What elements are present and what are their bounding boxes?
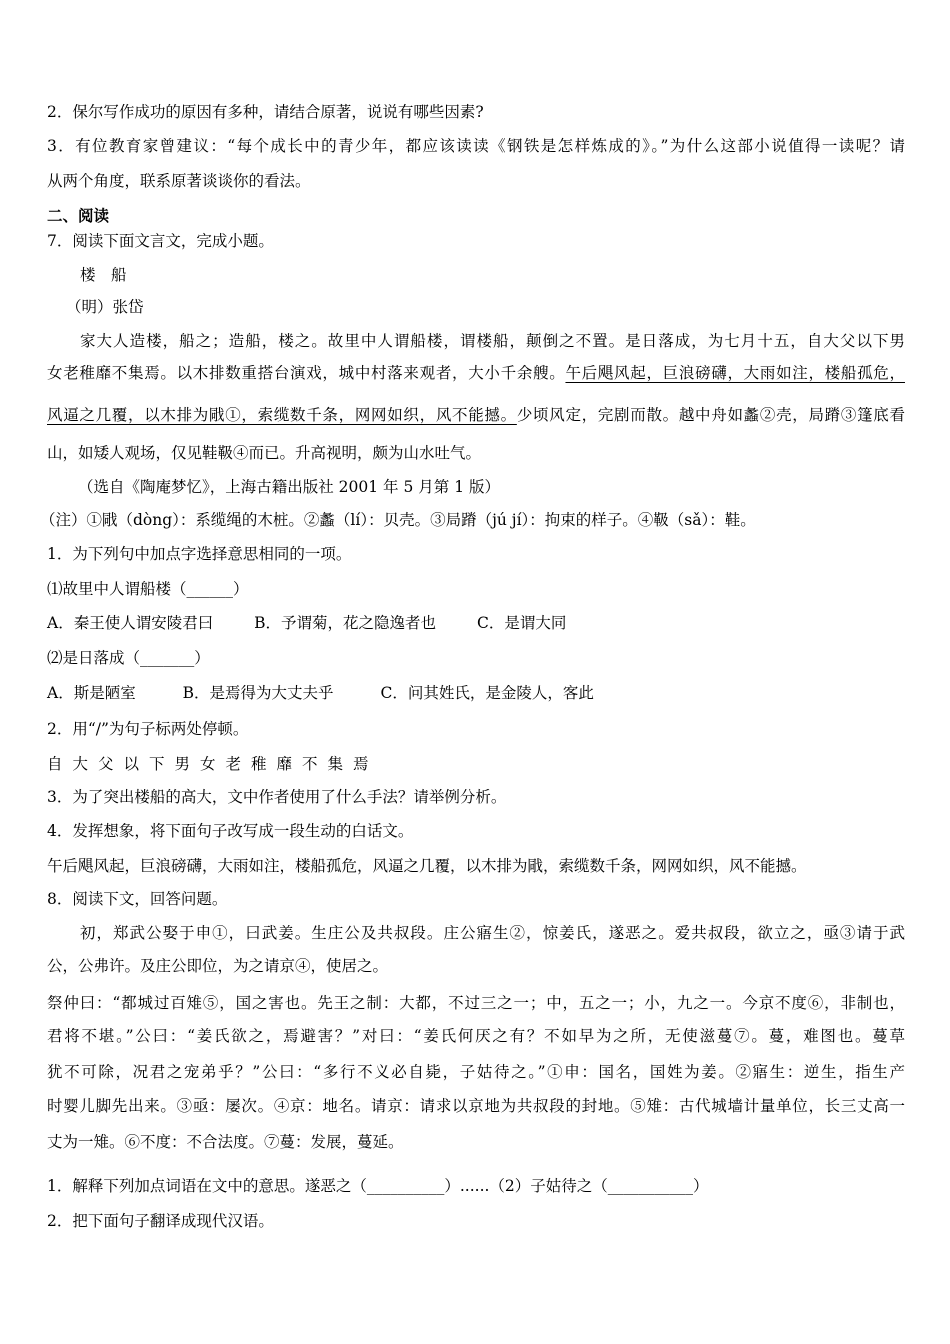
passage-line4: 山，如矮人观场，仅见鞋靸④而已。升高视明，颇为山水吐气。 — [47, 444, 482, 462]
q7-sub3: 3．为了突出楼船的高大，文中作者使用了什么手法？请举例分析。 — [47, 788, 507, 806]
passage-line3 — [47, 404, 905, 426]
option-c: C．问其姓氏，是金陵人，客此 — [380, 684, 594, 702]
q8-sub2: 2．把下面句子翻译成现代汉语。 — [47, 1212, 274, 1230]
passage-source: （选自《陶庵梦忆》，上海古籍出版社 2001 年 5 月第 1 版） — [78, 478, 500, 496]
q8-line: 时婴儿脚先出来。③亟：屡次。④京：地名。请京：请求以京地为共叔段的封地。⑤雉：古代城墙计量单位，长三丈高一 — [47, 1097, 905, 1115]
q7-sub1-b: ⑵是日落成（_______） — [47, 649, 210, 667]
section-title: 二、阅读 — [47, 206, 110, 225]
option-a: A．秦王使人谓安陵君曰 — [47, 614, 214, 632]
q8-line: 初，郑武公娶于申①，曰武姜。生庄公及共叔段。庄公寤生②，惊姜氏，遂恶之。爱共叔段，欲立之，亟③请于武 — [80, 924, 905, 942]
q7-sub1-b-options — [47, 682, 905, 704]
passage-text: 女老稚靡不集焉。以木排数重搭台演戏，城中村落来观者，大小千余艘。 — [47, 364, 566, 382]
question-2: 2．保尔写作成功的原因有多种，请结合原著，说说有哪些因素? — [47, 103, 484, 121]
q7-prompt: 7．阅读下面文言文，完成小题。 — [47, 232, 274, 250]
question-3-line2: 从两个角度，联系原著谈谈你的看法。 — [47, 172, 311, 190]
passage-line1: 家大人造楼，船之；造船，楼之。故里中人谓船楼，谓楼船，颠倒之不置。是日落成，为七月十五，自大父以下男 — [80, 332, 905, 350]
passage-line2 — [47, 362, 905, 384]
q7-sub2: 2．用“/”为句子标两处停顿。 — [47, 720, 249, 738]
q7-sub2-sentence: 自大父以下男女老稚靡不集焉 — [47, 755, 379, 773]
q8-line: 犹不可除，况君之宠弟乎？”公曰：“多行不义必自毙，子姑待之。”①申：国名，国姓为姜。②寤生：逆生，指生产 — [47, 1063, 905, 1081]
passage-author: （明）张岱 — [66, 298, 144, 316]
option-b: B．是焉得为大丈夫乎 — [182, 684, 334, 702]
option-b: B．予谓菊，花之隐逸者也 — [254, 614, 437, 632]
underlined-sentence: 风逼之几覆，以木排为戙①，索缆数千条，网网如织，风不能撼。 — [47, 406, 517, 424]
q7-sub1-a: ⑴故里中人谓船楼（______） — [47, 580, 249, 598]
q8-line: 祭仲曰：“都城过百雉⑤，国之害也。先王之制：大都，不过三之一；中，五之一；小，九之一。今京不度⑥，非制也， — [47, 994, 905, 1012]
q8-line: 丈为一雉。⑥不度：不合法度。⑦蔓：发展，蔓延。 — [47, 1133, 404, 1151]
passage-text: 少顷风定，完剧而散。越中舟如蠡②壳，局蹐③篷底看 — [516, 406, 905, 424]
q7-sub1: 1．为下列句中加点字选择意思相同的一项。 — [47, 545, 352, 563]
q7-sub4-sentence: 午后飓风起，巨浪磅礴，大雨如注，楼船孤危，风逼之几覆，以木排为戙，索缆数千条，网网如织，风不能撼。 — [47, 857, 807, 875]
q8-line: 君将不堪。”公曰：“姜氏欲之，焉避害？”对曰：“姜氏何厌之有？不如早为之所，无使滋蔓⑦。蔓，难图也。蔓草 — [47, 1027, 905, 1045]
q8-prompt: 8．阅读下文，回答问题。 — [47, 890, 228, 908]
passage-title: 楼 船 — [80, 266, 127, 284]
q7-sub1-a-options — [47, 612, 905, 634]
question-3-line1: 3．有位教育家曾建议：“每个成长中的青少年，都应该读读《钢铁是怎样炼成的》。”为什么这部小说值得一读呢？请 — [47, 137, 905, 155]
underlined-sentence: 午后飓风起，巨浪磅礴，大雨如注，楼船孤危， — [565, 364, 905, 382]
option-c: C．是谓大同 — [476, 614, 567, 632]
passage-notes: （注）①戙（dòng）：系缆绳的木桩。②蠡（lí）：贝壳。③局蹐（jú jí）：拘束的样子。④靸（sǎ）：鞋。 — [40, 511, 756, 529]
q8-line: 公，公弗许。及庄公即位，为之请京④，使居之。 — [47, 957, 389, 975]
q7-sub4: 4．发挥想象，将下面句子改写成一段生动的白话文。 — [47, 822, 414, 840]
option-a: A．斯是陋室 — [47, 684, 136, 702]
q8-sub1: 1．解释下列加点词语在文中的意思。遂恶之（__________）......（2）子姑待之（___________） — [47, 1177, 709, 1195]
